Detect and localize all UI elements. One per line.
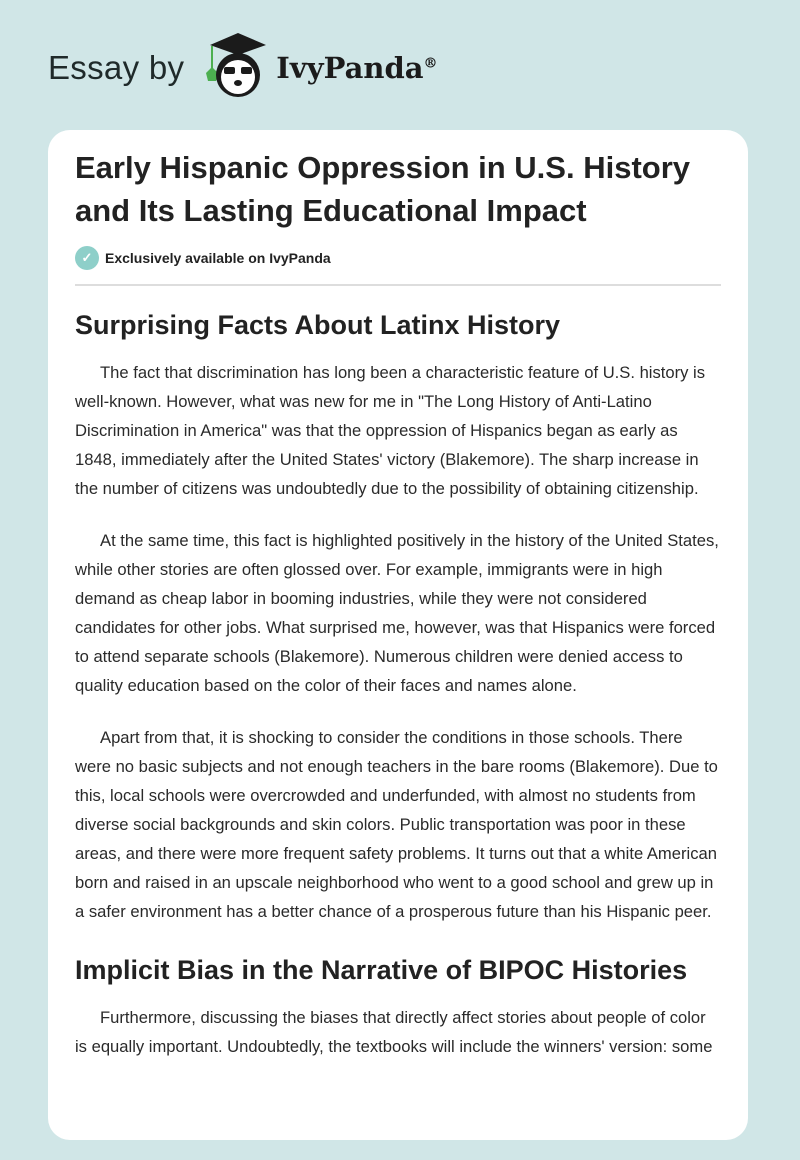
- essay-card: [48, 130, 748, 1140]
- check-icon: ✓: [75, 246, 99, 270]
- section-heading: Surprising Facts About Latinx History: [75, 310, 561, 340]
- essay-title: Early Hispanic Oppression in U.S. History and Its Lasting Educational Impact: [75, 150, 691, 228]
- paragraph: Furthermore, discussing the biases that directly affect stories about people of color is equally important. Undoubtedly, the textbooks will include the winners' version: some: [75, 1008, 713, 1056]
- brand-name[interactable]: [276, 51, 437, 85]
- site-header: [48, 28, 438, 108]
- paragraph: The fact that discrimination has long been a characteristic feature of U.S. history is well-known. However, what was new for me in "The Long History of Anti-Latino Discrimination in America" was that the oppression of Hispanics began as early as 1848, immediately after the United States' victory (Blakemore). The sharp increase in the number of citizens was undoubtedly due to the possibility of obtaining citizenship.: [75, 363, 706, 498]
- paragraph: Apart from that, it is shocking to consider the conditions in those schools. There were no basic subjects and not enough teachers in the bare rooms (Blakemore). Due to this, local schools were overcrowded and underfunded, with almost no students from diverse social backgrounds and skin colors. Public transportation was poor in these areas, and there were more frequent safety problems. It turns out that a white American born and raised in an upscale neighborhood who went to a good school and grew up in a safer environment has a better chance of a prosperous future than his Hispanic peer.: [75, 728, 718, 921]
- paragraph: At the same time, this fact is highlighted positively in the history of the United States, while other stories are often glossed over. For example, immigrants were in high demand as cheap labor in booming industries, while they were not considered candidates for other jobs. What surprised me, however, was that Hispanics were forced to attend separate schools (Blakemore). Numerous children were denied access to quality education based on the color of their faces and names alone.: [75, 531, 719, 695]
- exclusive-badge: [75, 246, 721, 270]
- registered-mark: ®: [423, 55, 438, 72]
- panda-logo-icon[interactable]: [204, 31, 268, 106]
- divider: [75, 284, 721, 286]
- section-heading: Implicit Bias in the Narrative of BIPOC Histories: [75, 955, 688, 985]
- brand-text: IvyPanda: [276, 51, 424, 85]
- essay-by-label: Essay by: [48, 49, 185, 86]
- badge-label: Exclusively available on IvyPanda: [105, 250, 331, 266]
